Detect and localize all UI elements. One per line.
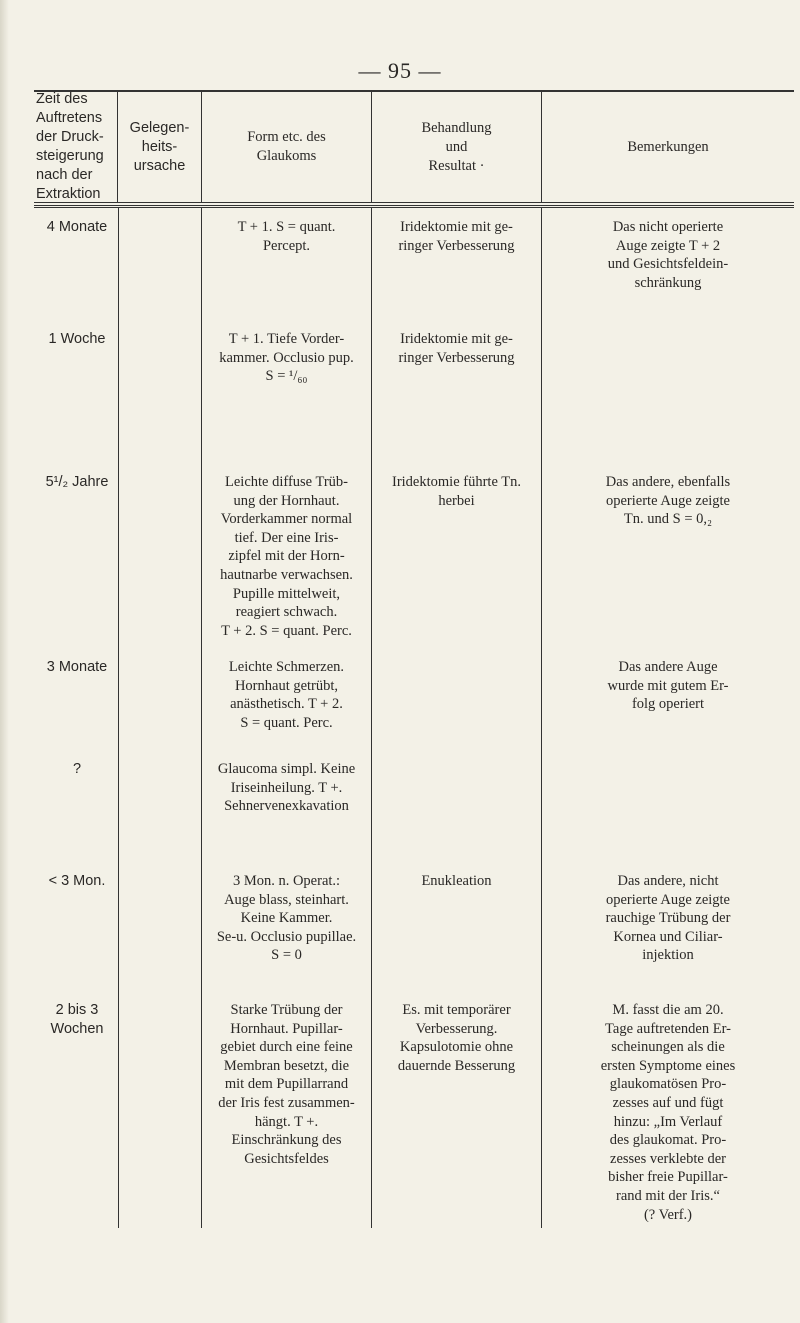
table-cell: Das andere, nicht operierte Auge zeigte rauchige Trübung der Kornea und Ciliar- injektion <box>605 873 731 964</box>
column-time <box>34 208 118 1228</box>
table-cell: Enukleation <box>421 873 492 889</box>
table-cell: T + 1. S = quant. Percept. <box>237 219 336 254</box>
table-cell: 4 Monate <box>46 219 108 235</box>
header-form: Form etc. des Glaukoms <box>202 92 372 202</box>
table-cell: Leichte Schmerzen. Hornhaut getrübt, anästhetisch. T + 2. S = quant. Perc. <box>228 659 345 731</box>
column-cause <box>118 208 202 1228</box>
table-cell: 3 Mon. n. Operat.: Auge blass, steinhart. Keine Kammer. Se-u. Occlusio pupillae. S = 0 <box>216 873 357 964</box>
table-cell: M. fasst die am 20. Tage auftretenden Er- scheinungen als die ersten Symptome eines glaukomatösen Pro- zesses auf und fügt hinzu: „Im Verlauf des glaukomat. Pro- zesses verklebte der bisher freie Pupillar- rand mit der Iris.“ (? Verf.) <box>600 1002 736 1223</box>
table-cell: Es. mit temporärer Verbesserung. Kapsulotomie ohne dauernde Besserung <box>397 1002 516 1074</box>
table-header-row <box>34 92 794 203</box>
header-time: Zeit des Auftretens der Druck- steigerung nach der Extraktion <box>34 92 118 202</box>
table-cell: 1 Woche <box>48 331 106 347</box>
table-cell: Starke Trübung der Hornhaut. Pupillar- gebiet durch eine feine Membran besetzt, die mit dem Pupillarrand der Iris fest zusammen- hängt. T +. Einschränkung des Gesichtsfeldes <box>218 1002 355 1167</box>
table-cell: Iridektomie mit ge- ringer Verbesserung <box>398 331 515 366</box>
column-form <box>202 208 372 1228</box>
column-treatment <box>372 208 542 1228</box>
table-cell: Das andere, ebenfalls operierte Auge zeigte Tn. und S = 0,₂ <box>605 474 731 528</box>
table-cell: 2 bis 3 Wochen <box>50 1002 104 1037</box>
header-cause: Gelegen- heits- ursache <box>118 92 202 202</box>
page-number: — 95 — <box>358 58 442 83</box>
table-cell: Leichte diffuse Trüb- ung der Hornhaut. Vorderkammer normal tief. Der eine Iris- zipfel mit der Horn- hautnarbe verwachsen. Pupille mittelweit, reagiert schwach. T + 2. S = quant. Perc. <box>220 474 353 639</box>
table-cell: Iridektomie mit ge- ringer Verbesserung <box>398 219 515 254</box>
table-body <box>34 208 794 1228</box>
header-treatment: Behandlung und Resultat · <box>372 92 542 202</box>
header-remarks: Bemerkungen <box>627 138 709 155</box>
table-cell: < 3 Mon. <box>48 873 106 889</box>
table-cell: 5¹/₂ Jahre <box>45 474 109 490</box>
table-cell: Iridektomie führte Tn. herbei <box>392 474 521 509</box>
table-cell: Das nicht operierte Auge zeigte T + 2 und Gesichtsfeldein- schränkung <box>607 219 729 291</box>
page-binding-edge <box>0 0 9 1323</box>
table-cell: ? <box>72 761 82 777</box>
glaucoma-table <box>34 90 794 1228</box>
column-remarks <box>542 208 794 1228</box>
table-cell: T + 1. Tiefe Vorder- kammer. Occlusio pup. S = ¹/₆₀ <box>219 331 354 385</box>
table-cell: Glaucoma simpl. Keine Iriseinheilung. T +. Sehnervenexkavation <box>217 761 356 815</box>
table-cell: Das andere Auge wurde mit gutem Er- folg operiert <box>607 659 729 713</box>
table-cell: 3 Monate <box>46 659 108 675</box>
